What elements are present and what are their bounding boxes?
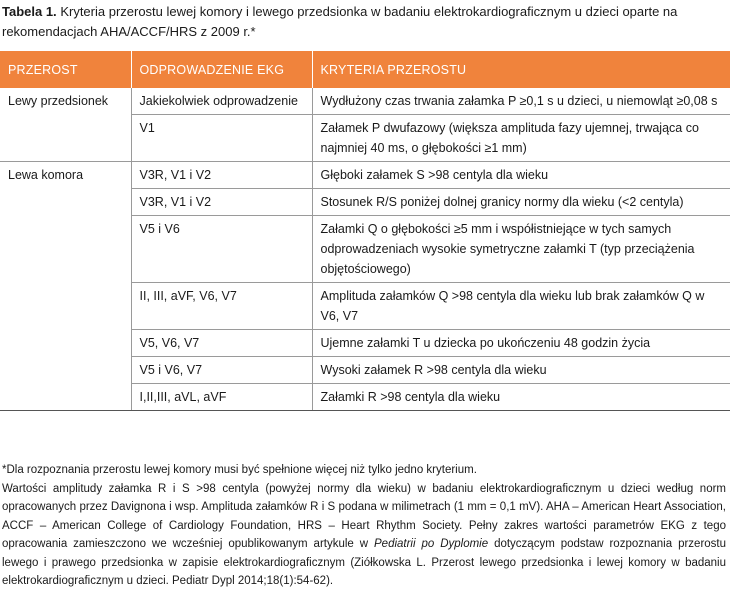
cell-odprowadzenie: V5 i V6, V7 [131, 357, 312, 384]
table-row [0, 115, 730, 162]
cell-odprowadzenie: V3R, V1 i V2 [131, 189, 312, 216]
table-row [0, 283, 730, 330]
cell-kryteria: Amplituda załamków Q >98 centyla dla wieku lub brak załamków Q w V6, V7 [312, 283, 730, 330]
cell-kryteria: Ujemne załamki T u dziecka po ukończeniu 48 godzin życia [312, 330, 730, 357]
cell-przerost [0, 216, 131, 283]
cell-przerost [0, 115, 131, 162]
header-kryteria: KRYTERIA PRZEROSTU [312, 51, 730, 88]
cell-kryteria: Stosunek R/S poniżej dolnej granicy normy dla wieku (<2 centyla) [312, 189, 730, 216]
cell-kryteria: Załamek P dwufazowy (większa amplituda fazy ujemnej, trwająca co najmniej 40 ms, o głębokości ≥1 mm) [312, 115, 730, 162]
footnote: *Dla rozpoznania przerostu lewej komory musi być spełnione więcej niż tylko jedno kryterium. [2, 464, 477, 476]
cell-odprowadzenie: V3R, V1 i V2 [131, 162, 312, 189]
cell-kryteria: Głęboki załamek S >98 centyla dla wieku [312, 162, 730, 189]
cell-odprowadzenie: V5 i V6 [131, 216, 312, 283]
cell-kryteria: Wysoki załamek R >98 centyla dla wieku [312, 357, 730, 384]
cell-odprowadzenie: V5, V6, V7 [131, 330, 312, 357]
cell-odprowadzenie: V1 [131, 115, 312, 162]
table-row [0, 216, 730, 283]
criteria-table [0, 51, 730, 411]
table-row [0, 162, 730, 189]
cell-odprowadzenie: I,II,III, aVL, aVF [131, 384, 312, 411]
table-header-row [0, 51, 730, 88]
cell-kryteria: Załamki Q o głębokości ≥5 mm i współistniejące w tych samych odprowadzeniach wysokie symetryczne załamki T (typ przeciążenia objętościowego) [312, 216, 730, 283]
cell-przerost [0, 357, 131, 384]
notes-text-1: Wartości amplitudy załamka R i S >98 centyla (powyżej normy dla wieku) w badaniu elektrokardiograficznym u dzieci według norm opracowanych przez Davignona i wsp. Amplituda załamków R i S podana w milimetrach (1 mm = 0,1 mV). AHA – American Heart Association, ACCF – American College of Cardiology Foundation, HRS – Heart Rhythm Society. Pełny zakres wartości parametrów EKG z tego opracowania zamieszczono we wcześniej opublikowanym artykule w [2, 482, 726, 550]
table-row [0, 357, 730, 384]
cell-przerost [0, 330, 131, 357]
cell-przerost [0, 189, 131, 216]
cell-przerost: Lewa komora [0, 162, 131, 189]
caption-text: Kryteria przerostu lewej komory i lewego przedsionka w badaniu elektrokardiograficznym u dzieci oparte na rekomendacjach AHA/ACCF/HRS z 2009 r.* [2, 4, 678, 39]
cell-odprowadzenie: II, III, aVF, V6, V7 [131, 283, 312, 330]
header-odprowadzenie: ODPROWADZENIE EKG [131, 51, 312, 88]
notes-paragraph [2, 480, 726, 591]
cell-przerost: Lewy przedsionek [8, 94, 109, 108]
cell-odprowadzenie: Jakiekolwiek odprowadzenie [131, 88, 312, 115]
table-caption [2, 2, 724, 42]
cell-kryteria: Wydłużony czas trwania załamka P ≥0,1 s u dzieci, u niemowląt ≥0,08 s [312, 88, 730, 115]
table-row [0, 88, 730, 115]
cell-przerost [0, 384, 131, 411]
journal-title: Pediatrii po Dyplomie [374, 538, 489, 550]
caption-label: Tabela 1. [2, 4, 57, 19]
cell-kryteria: Załamki R >98 centyla dla wieku [312, 384, 730, 411]
table-row [0, 189, 730, 216]
table-notes [2, 461, 726, 591]
cell-przerost [0, 283, 131, 330]
notes-text-2: dotyczącym podstaw rozpoznania przerostu lewego i prawego przedsionka w zapisie elektrokardiograficznym (Ziółkowska L. Przerost lewego przedsionka i lewej komory w badaniu elektrokardiograficznym u dzieci. Pediatr Dypl 2014;18(1):54-62). [2, 538, 727, 587]
table-row [0, 384, 730, 411]
table-row [0, 330, 730, 357]
header-przerost: PRZEROST [0, 51, 131, 88]
